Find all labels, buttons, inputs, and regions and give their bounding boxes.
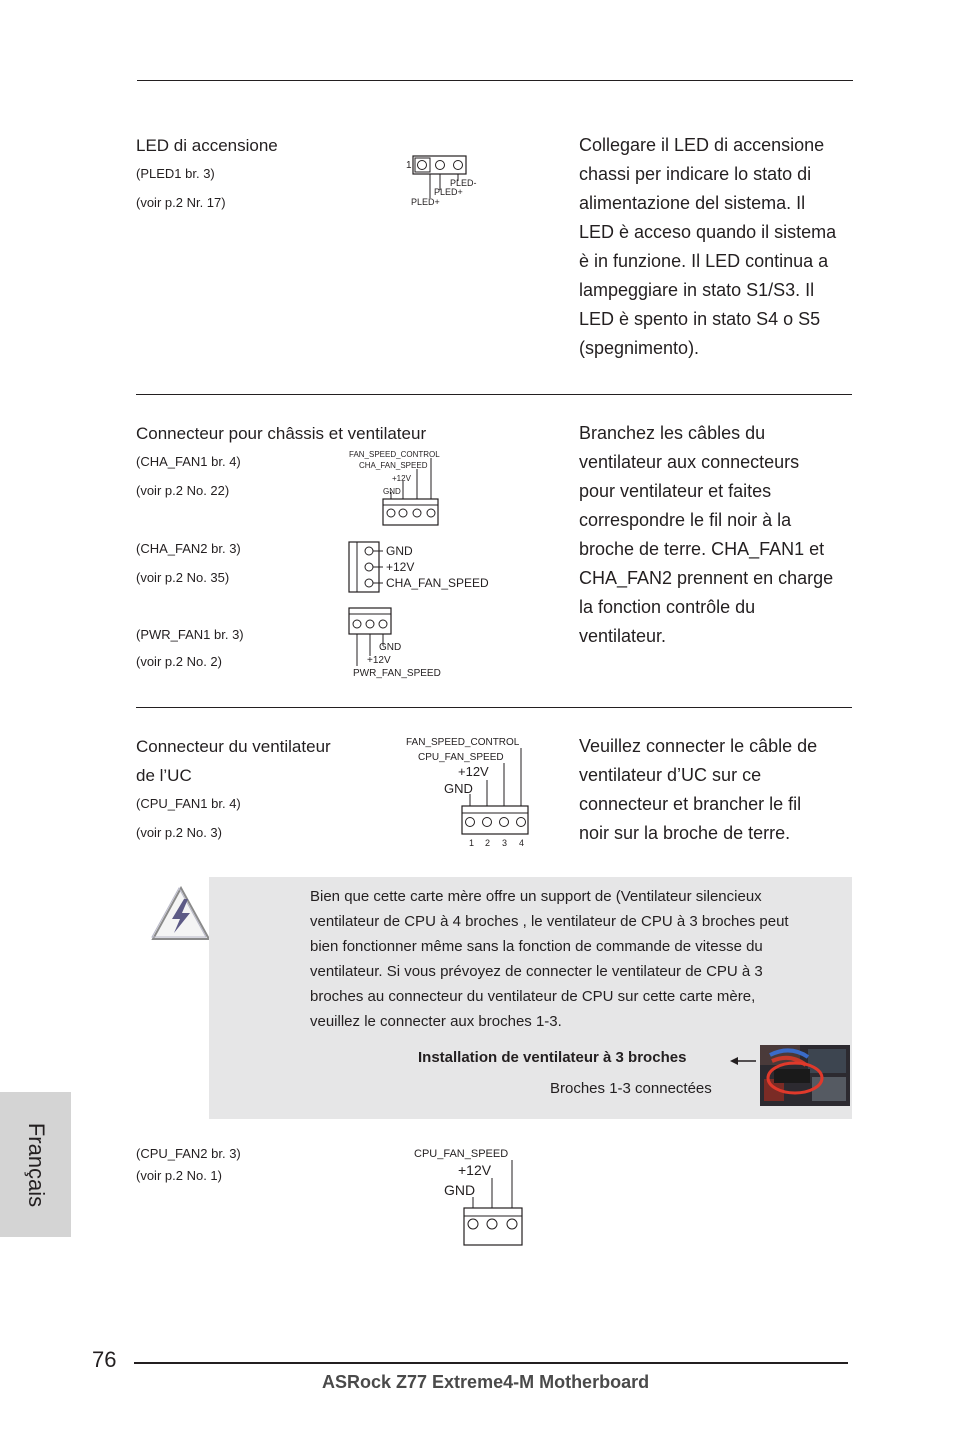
pwr-fan-speed-label: PWR_FAN_SPEED: [353, 668, 441, 679]
pin1-label: 1: [406, 160, 412, 171]
cha-fan2-v12-label: +12V: [386, 560, 415, 574]
cha-fan-speed-label: CHA_FAN_SPEED: [359, 461, 428, 470]
chassis-fan-title: Connecteur pour châssis et ventilateur: [136, 424, 427, 443]
pled-connector-diagram: [400, 152, 490, 212]
cha-fan2-ref: (voir p.2 No. 35): [136, 570, 230, 585]
gnd-label: GND: [383, 487, 401, 496]
cpu-fan-gnd-label: GND: [444, 781, 473, 796]
cpu-fan-pin-3: 3: [502, 838, 508, 848]
cpu-fan2-ref: (voir p.2 No. 1): [136, 1168, 222, 1183]
cpu-fan2-v12-label: +12V: [458, 1162, 492, 1178]
cha-fan1-ref: (voir p.2 No. 22): [136, 483, 230, 498]
pwr-fan1-ref: (voir p.2 No. 2): [136, 654, 222, 669]
footer-rule: [134, 1362, 848, 1364]
install-title: Installation de ventilateur à 3 broches: [418, 1049, 687, 1066]
pled-minus-label: PLED-: [450, 178, 477, 188]
language-tab-label: Français: [23, 1122, 49, 1207]
cpu-fan2-gnd-label: GND: [444, 1182, 476, 1198]
cpu-fan-pin-1: 1: [469, 838, 475, 848]
chassis-fan-description: Branchez les câbles du ventilateur aux connecteurs pour ventilateur et faites correspondre le fil noir à la broche de terre. CHA_FAN1 et CHA_FAN2 prennent en charge la fonction contrôle du ventilateur.: [579, 423, 834, 646]
section-divider-1: [136, 394, 852, 395]
cha-fan1-header: (CHA_FAN1 br. 4): [136, 454, 241, 469]
pwr-fan1-header: (PWR_FAN1 br. 3): [136, 627, 244, 642]
cha-fan1-diagram: [345, 447, 455, 531]
pled-page-ref: (voir p.2 Nr. 17): [136, 195, 226, 210]
cpu-fan-title-line2: de l’UC: [136, 766, 192, 785]
cpu-fan-pin-4: 4: [519, 838, 525, 848]
cpu-fan1-diagram: [400, 734, 540, 850]
page-number: 76: [92, 1347, 117, 1372]
cha-fan2-header: (CHA_FAN2 br. 3): [136, 541, 241, 556]
pled-title: LED di accensione: [136, 136, 278, 155]
cpu-fan-v12-label: +12V: [458, 764, 489, 779]
cpu-fan-pin-2: 2: [485, 838, 491, 848]
pled-description: Collegare il LED di accensione chassi per indicare lo stato di alimentazione del sistema. Il LED è acceso quando il sistema è in funzione. Il LED continua a lampeggiare in stato S1/S3. Il LED è spento in stato S4 o S5 (spegnimento).: [579, 135, 837, 358]
pwr-fan1-diagram: [345, 604, 455, 680]
cpu-fan1-header: (CPU_FAN1 br. 4): [136, 796, 241, 811]
footer-product: ASRock Z77 Extreme4-M Motherboard: [322, 1372, 650, 1392]
arrow-left-icon: [728, 1054, 758, 1068]
cpu-fan2-header: (CPU_FAN2 br. 3): [136, 1146, 241, 1161]
cpu-fan1-ref: (voir p.2 No. 3): [136, 825, 222, 840]
cpu-fan-speed-control-label: FAN_SPEED_CONTROL: [406, 737, 520, 748]
pwr-fan1-v12-label: +12V: [367, 655, 391, 666]
v12-label: +12V: [392, 474, 411, 483]
cpu-fan-description: Veuillez connecter le câble de ventilateur d’UC sur ce connecteur et brancher le fil noir sur la broche de terre.: [579, 736, 818, 843]
cha-fan2-gnd-label: GND: [386, 544, 413, 558]
cpu-fan-title-line1: Connecteur du ventilateur: [136, 737, 331, 756]
fan-install-photo: [760, 1045, 850, 1106]
warning-icon: [150, 885, 212, 943]
cha-fan2-speed-label: CHA_FAN_SPEED: [386, 576, 489, 590]
section-divider-2: [136, 707, 852, 708]
cpu-fan-speed-label: CPU_FAN_SPEED: [418, 752, 504, 763]
install-subtitle: Broches 1-3 connectées: [550, 1080, 712, 1097]
pled-header-ref: (PLED1 br. 3): [136, 166, 215, 181]
cpu-fan2-diagram: [408, 1142, 533, 1250]
cha-fan2-diagram: [345, 538, 500, 596]
fan-speed-control-label: FAN_SPEED_CONTROL: [349, 450, 440, 459]
language-tab: [0, 1092, 71, 1237]
pwr-fan1-gnd-label: GND: [379, 642, 402, 653]
pled-plus-label-2: PLED+: [411, 197, 440, 207]
top-rule: [137, 80, 853, 81]
cpu-fan2-speed-label: CPU_FAN_SPEED: [414, 1148, 509, 1160]
note-text: Bien que cette carte mère offre un support de (Ventilateur silencieux ventilateur de CPU à 4 broches , le ventilateur de CPU à 3 broches peut bien fonctionner même sans la fonction de commande de vitesse du ventilateur. Si vous prévoyez de connecter le ventilateur de CPU à 3 broches au connecteur du ventilateur de CPU sur cette carte mère, veuillez le connecter aux broches 1-3.: [310, 888, 789, 1030]
pled-plus-label-1: PLED+: [434, 187, 463, 197]
